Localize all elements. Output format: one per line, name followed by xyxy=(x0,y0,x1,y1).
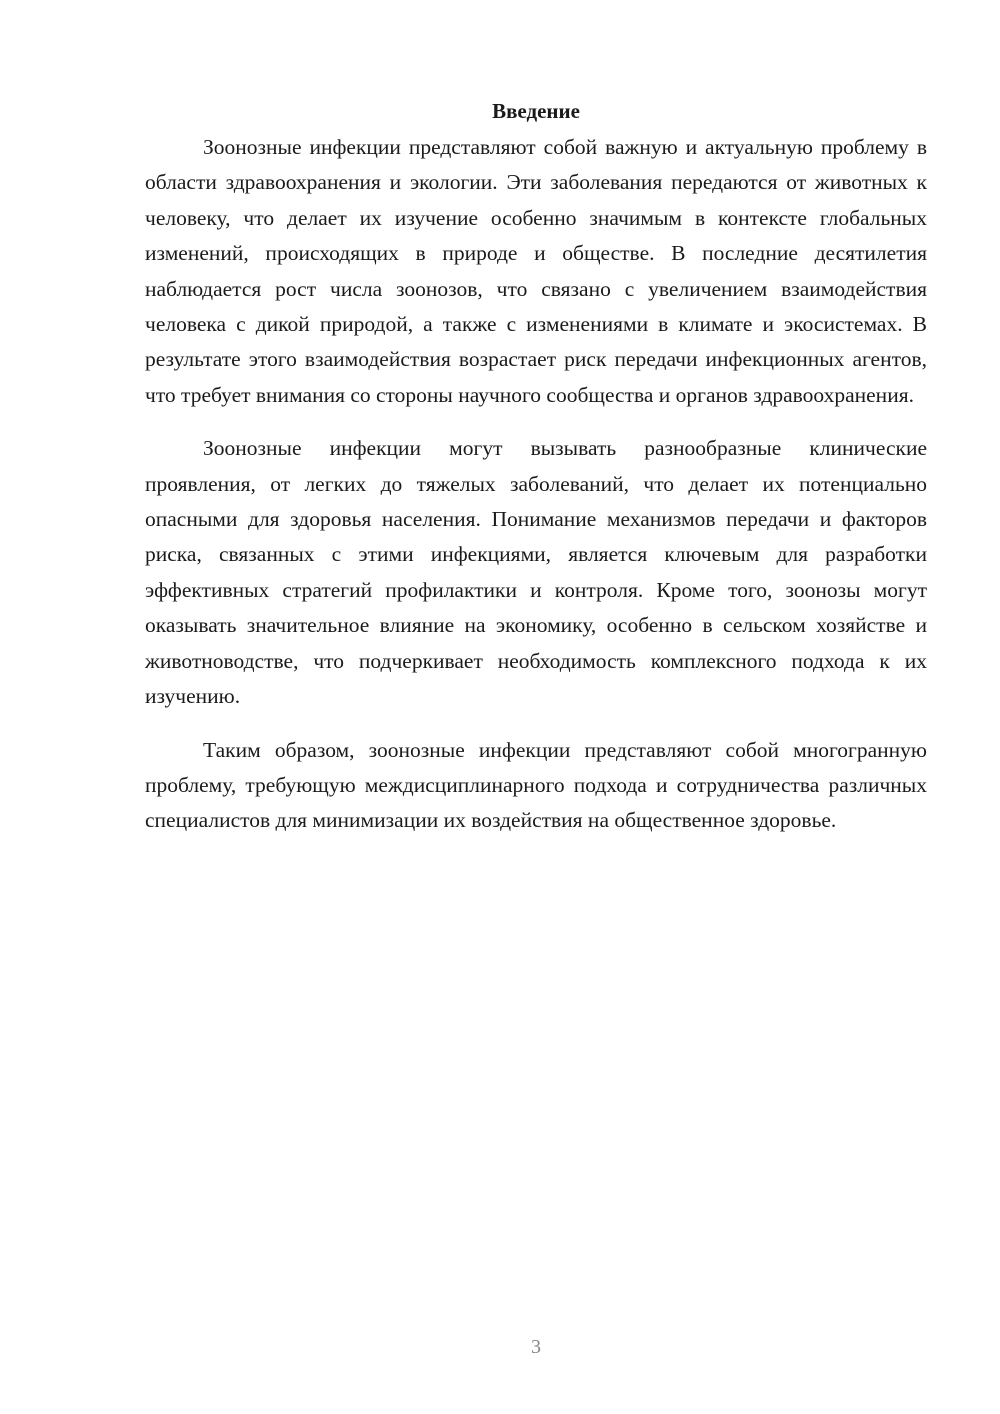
paragraph-2: Зоонозные инфекции могут вызывать разнообразные клинические проявления, от легких до тяжелых заболеваний, что делает их потенциально опасными для здоровья населения. Понимание механизмов передачи и факторов риска, связанных с этими инфекциями, является ключевым для разработки эффективных стратегий профилактики и контроля. Кроме того, зоонозы могут оказывать значительное влияние на экономику, особенно в сельском хозяйстве и животноводстве, что подчеркивает необходимость комплексного подхода к их изучению. xyxy=(145,436,927,709)
section-title: Введение xyxy=(492,99,580,123)
page-number: 3 xyxy=(531,1336,541,1358)
paragraph-1: Зоонозные инфекции представляют собой важную и актуальную проблему в области здравоохранения и экологии. Эти заболевания передаются от животных к человеку, что делает их изучение особенно значимым в контексте глобальных изменений, происходящих в природе и обществе. В последние десятилетия наблюдается рост числа зоонозов, что связано с увеличением взаимодействия человека с дикой природой, а также с изменениями в климате и экосистемах. В результате этого взаимодействия возрастает риск передачи инфекционных агентов, что требует внимания со стороны научного сообщества и органов здравоохранения. xyxy=(145,135,927,407)
paragraph-3: Таким образом, зоонозные инфекции представляют собой многогранную проблему, требующую междисциплинарного подхода и сотрудничества различных специалистов для минимизации их воздействия на общественное здоровье. xyxy=(145,737,927,833)
page-content xyxy=(145,95,927,857)
